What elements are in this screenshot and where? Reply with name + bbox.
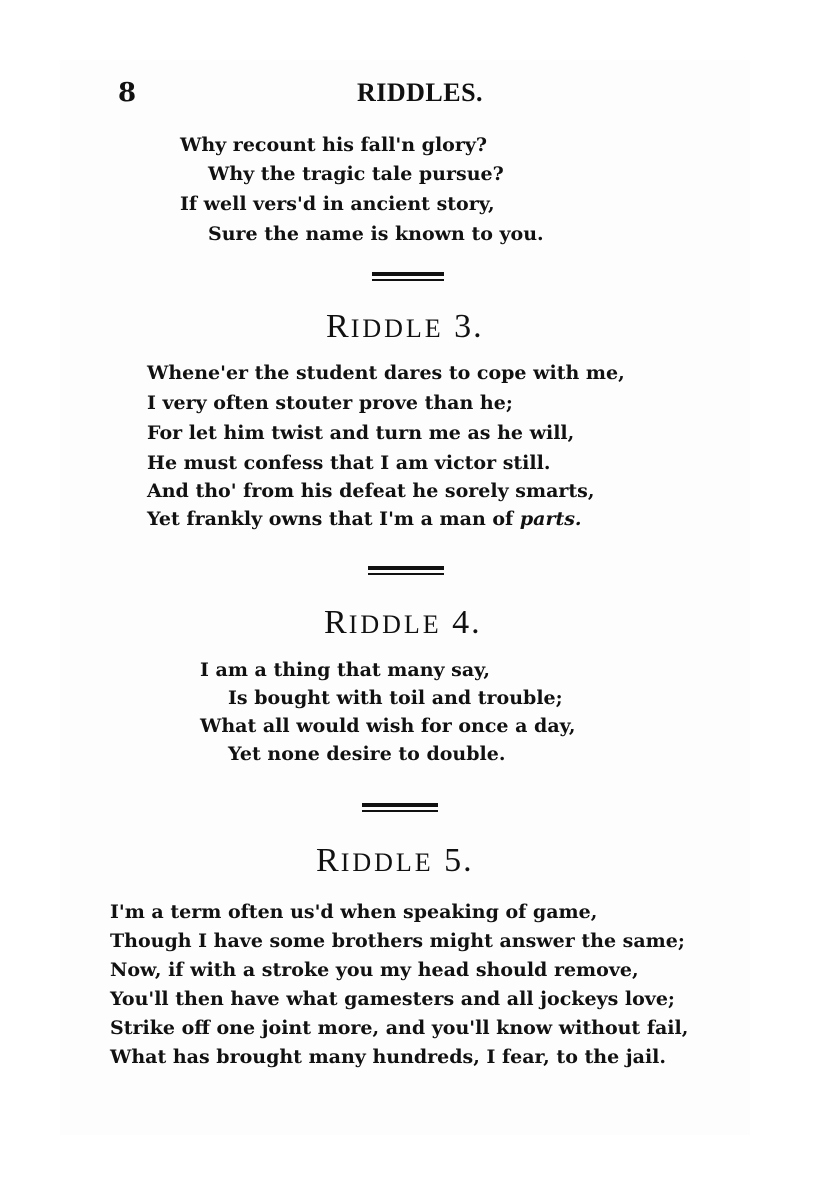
- riddle-3-heading: RIDDLE 3.: [326, 308, 484, 345]
- verse-line: For let him twist and turn me as he will,: [147, 422, 575, 444]
- section-divider: [362, 803, 438, 813]
- running-title: RIDDLES.: [356, 78, 484, 107]
- verse-line: Yet none desire to double.: [228, 743, 506, 765]
- verse-line: Yet frankly owns that I'm a man of parts.: [147, 508, 582, 530]
- verse-line: I'm a term often us'd when speaking of game,: [110, 901, 598, 923]
- verse-line: Now, if with a stroke you my head should remove,: [110, 959, 639, 981]
- verse-line: Why the tragic tale pursue?: [208, 163, 504, 185]
- verse-line: Though I have some brothers might answer the same;: [110, 930, 685, 952]
- riddle-4-heading: RIDDLE 4.: [324, 604, 482, 641]
- italic-word: parts.: [519, 508, 582, 530]
- verse-line: What has brought many hundreds, I fear, to the jail.: [110, 1046, 667, 1068]
- verse-line: If well vers'd in ancient story,: [180, 193, 495, 215]
- page-number: 8: [118, 78, 137, 108]
- riddle-5-heading: RIDDLE 5.: [316, 842, 474, 879]
- verse-line: You'll then have what gamesters and all jockeys love;: [110, 988, 675, 1010]
- page-header: [0, 78, 840, 112]
- section-divider: [372, 272, 444, 282]
- verse-line: What all would wish for once a day,: [200, 715, 576, 737]
- verse-line: He must confess that I am victor still.: [147, 452, 551, 474]
- verse-line: Sure the name is known to you.: [208, 223, 544, 245]
- verse-line: Strike off one joint more, and you'll know without fail,: [110, 1017, 689, 1039]
- section-divider: [368, 566, 444, 576]
- verse-line: And tho' from his defeat he sorely smarts,: [147, 480, 595, 502]
- verse-line: I am a thing that many say,: [200, 659, 491, 681]
- verse-line: Whene'er the student dares to cope with me,: [147, 362, 625, 384]
- verse-line: I very often stouter prove than he;: [147, 392, 513, 414]
- verse-line: Is bought with toil and trouble;: [228, 687, 563, 709]
- verse-line: Why recount his fall'n glory?: [180, 134, 488, 156]
